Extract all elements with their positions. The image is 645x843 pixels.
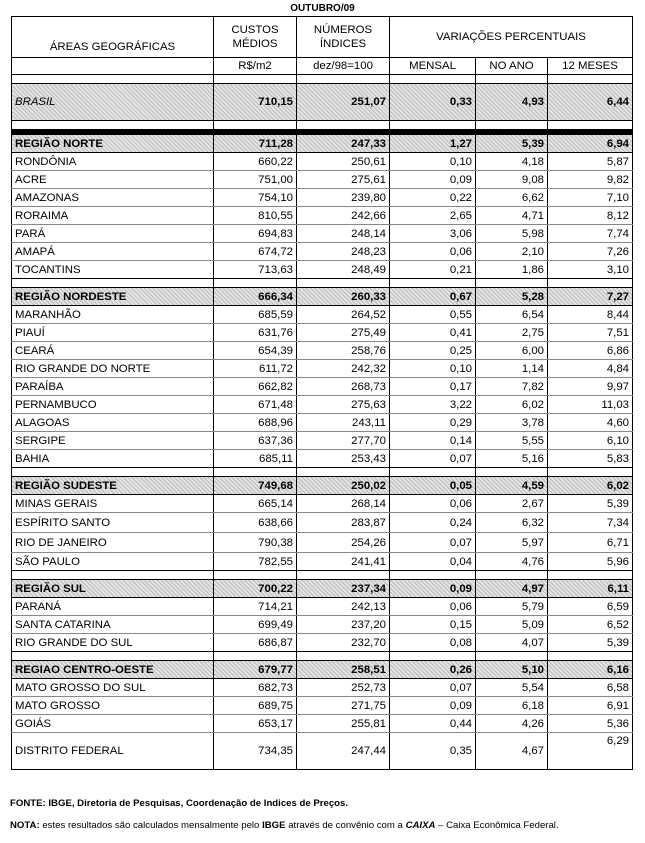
state-row — [12, 513, 633, 533]
state-custo: 790,38 — [214, 533, 297, 553]
unit-no-ano: NO ANO — [476, 58, 548, 75]
state-ano: 7,82 — [476, 378, 548, 396]
state-row — [12, 171, 633, 189]
state-row — [12, 697, 633, 715]
state-ano: 2,67 — [476, 495, 548, 513]
unit-mensal: MENSAL — [390, 58, 476, 75]
state-12-meses: 7,34 — [548, 513, 633, 533]
state-12-meses: 6,29 — [548, 733, 633, 770]
state-ano: 6,62 — [476, 189, 548, 207]
brasil-mensal: 0,33 — [390, 84, 476, 121]
state-custo: 654,39 — [214, 342, 297, 360]
state-indice: 258,76 — [297, 342, 390, 360]
spacer-row — [12, 121, 633, 130]
region-mensal: 1,27 — [390, 135, 476, 153]
state-12-meses: 5,39 — [548, 634, 633, 652]
state-indice: 268,14 — [297, 495, 390, 513]
state-ano: 5,55 — [476, 432, 548, 450]
state-indice: 275,63 — [297, 396, 390, 414]
state-name: SERGIPE — [12, 432, 214, 450]
state-indice: 237,20 — [297, 616, 390, 634]
state-12-meses: 8,44 — [548, 306, 633, 324]
state-ano: 6,00 — [476, 342, 548, 360]
state-12-meses: 6,10 — [548, 432, 633, 450]
state-row — [12, 598, 633, 616]
region-indice: 260,33 — [297, 288, 390, 306]
region-indice: 250,02 — [297, 477, 390, 495]
region-name: REGIÃO NORDESTE — [12, 288, 214, 306]
state-indice: 248,23 — [297, 243, 390, 261]
state-mensal: 3,06 — [390, 225, 476, 243]
state-12-meses: 6,58 — [548, 679, 633, 697]
state-custo: 660,22 — [214, 153, 297, 171]
state-ano: 4,26 — [476, 715, 548, 733]
state-mensal: 0,15 — [390, 616, 476, 634]
region-row — [12, 135, 633, 153]
spacer-row — [12, 468, 633, 477]
state-mensal: 0,17 — [390, 378, 476, 396]
state-indice: 254,26 — [297, 533, 390, 553]
state-indice: 250,61 — [297, 153, 390, 171]
region-mensal: 0,67 — [390, 288, 476, 306]
state-mensal: 0,10 — [390, 153, 476, 171]
state-12-meses: 5,39 — [548, 495, 633, 513]
state-12-meses: 6,59 — [548, 598, 633, 616]
region-row — [12, 580, 633, 598]
state-ano: 5,79 — [476, 598, 548, 616]
state-custo: 699,49 — [214, 616, 297, 634]
state-indice: 242,13 — [297, 598, 390, 616]
state-indice: 243,11 — [297, 414, 390, 432]
state-ano: 2,75 — [476, 324, 548, 342]
state-row — [12, 396, 633, 414]
state-12-meses: 3,10 — [548, 261, 633, 279]
state-indice: 232,70 — [297, 634, 390, 652]
state-ano: 4,71 — [476, 207, 548, 225]
state-12-meses: 7,74 — [548, 225, 633, 243]
region-indice: 247,33 — [297, 135, 390, 153]
unit-12-meses: 12 MESES — [548, 58, 633, 75]
state-indice: 277,70 — [297, 432, 390, 450]
cost-index-table — [11, 16, 633, 770]
state-row — [12, 414, 633, 432]
state-row — [12, 378, 633, 396]
state-row — [12, 225, 633, 243]
state-12-meses: 5,96 — [548, 553, 633, 571]
state-mensal: 0,06 — [390, 495, 476, 513]
state-row — [12, 733, 633, 770]
table-title: OUTUBRO/09 — [290, 3, 355, 14]
state-row — [12, 153, 633, 171]
header-numeros: NÚMEROS ÍNDICES — [297, 17, 390, 58]
footer-nota: NOTA: estes resultados são calculados mensalmente pelo IBGE através de convênio com a CAIXA – Caixa Econômica Federal. — [10, 820, 559, 831]
unit-numeros: dez/98=100 — [297, 58, 390, 75]
region-ano: 5,28 — [476, 288, 548, 306]
state-mensal: 0,21 — [390, 261, 476, 279]
region-row — [12, 661, 633, 679]
state-ano: 3,78 — [476, 414, 548, 432]
state-mensal: 2,65 — [390, 207, 476, 225]
state-indice: 255,81 — [297, 715, 390, 733]
header-areas: ÁREAS GEOGRÁFICAS — [12, 17, 214, 58]
state-ano: 5,09 — [476, 616, 548, 634]
state-custo: 653,17 — [214, 715, 297, 733]
spacer-row — [12, 75, 633, 84]
brasil-ano: 4,93 — [476, 84, 548, 121]
state-custo: 674,72 — [214, 243, 297, 261]
state-name: ALAGOAS — [12, 414, 214, 432]
state-ano: 4,76 — [476, 553, 548, 571]
state-name: MATO GROSSO — [12, 697, 214, 715]
state-row — [12, 634, 633, 652]
state-name: CEARÁ — [12, 342, 214, 360]
region-mensal: 0,09 — [390, 580, 476, 598]
state-mensal: 0,09 — [390, 697, 476, 715]
header-row — [12, 17, 633, 58]
state-custo: 686,87 — [214, 634, 297, 652]
state-mensal: 0,25 — [390, 342, 476, 360]
state-custo: 637,36 — [214, 432, 297, 450]
state-name: RIO DE JANEIRO — [12, 533, 214, 553]
state-mensal: 0,41 — [390, 324, 476, 342]
state-12-meses: 6,71 — [548, 533, 633, 553]
state-name: PERNAMBUCO — [12, 396, 214, 414]
state-indice: 275,49 — [297, 324, 390, 342]
state-12-meses: 7,51 — [548, 324, 633, 342]
state-name: SÃO PAULO — [12, 553, 214, 571]
state-mensal: 0,29 — [390, 414, 476, 432]
state-12-meses: 7,26 — [548, 243, 633, 261]
state-row — [12, 306, 633, 324]
units-row — [12, 58, 633, 75]
spacer-row — [12, 279, 633, 288]
state-custo: 685,59 — [214, 306, 297, 324]
state-custo: 611,72 — [214, 360, 297, 378]
state-custo: 713,63 — [214, 261, 297, 279]
state-ano: 2,10 — [476, 243, 548, 261]
state-mensal: 0,04 — [390, 553, 476, 571]
state-indice: 248,49 — [297, 261, 390, 279]
region-custo: 700,22 — [214, 580, 297, 598]
region-12-meses: 6,02 — [548, 477, 633, 495]
state-ano: 6,18 — [476, 697, 548, 715]
state-mensal: 0,07 — [390, 679, 476, 697]
state-indice: 242,32 — [297, 360, 390, 378]
state-mensal: 0,22 — [390, 189, 476, 207]
state-row — [12, 679, 633, 697]
region-mensal: 0,05 — [390, 477, 476, 495]
state-row — [12, 261, 633, 279]
state-ano: 5,98 — [476, 225, 548, 243]
state-12-meses: 9,97 — [548, 378, 633, 396]
state-custo: 685,11 — [214, 450, 297, 468]
state-custo: 694,83 — [214, 225, 297, 243]
header-variacoes: VARIAÇÕES PERCENTUAIS — [390, 17, 633, 58]
state-mensal: 0,07 — [390, 533, 476, 553]
state-indice: 247,44 — [297, 733, 390, 770]
region-ano: 5,39 — [476, 135, 548, 153]
state-name: ESPÍRITO SANTO — [12, 513, 214, 533]
spacer-row — [12, 571, 633, 580]
state-mensal: 0,06 — [390, 243, 476, 261]
state-mensal: 0,06 — [390, 598, 476, 616]
state-custo: 810,55 — [214, 207, 297, 225]
state-custo: 688,96 — [214, 414, 297, 432]
state-row — [12, 715, 633, 733]
region-custo: 711,28 — [214, 135, 297, 153]
state-mensal: 3,22 — [390, 396, 476, 414]
state-custo: 751,00 — [214, 171, 297, 189]
region-name: REGIÃO NORTE — [12, 135, 214, 153]
brasil-name: BRASIL — [12, 84, 214, 121]
state-custo: 671,48 — [214, 396, 297, 414]
state-row — [12, 360, 633, 378]
state-name: SANTA CATARINA — [12, 616, 214, 634]
state-indice: 264,52 — [297, 306, 390, 324]
state-custo: 782,55 — [214, 553, 297, 571]
state-custo: 754,10 — [214, 189, 297, 207]
state-12-meses: 5,87 — [548, 153, 633, 171]
state-name: RIO GRANDE DO NORTE — [12, 360, 214, 378]
state-mensal: 0,10 — [390, 360, 476, 378]
state-custo: 631,76 — [214, 324, 297, 342]
region-name: REGIAO CENTRO-OESTE — [12, 661, 214, 679]
region-row — [12, 288, 633, 306]
state-custo: 734,35 — [214, 733, 297, 770]
state-name: ACRE — [12, 171, 214, 189]
state-custo: 662,82 — [214, 378, 297, 396]
state-12-meses: 6,52 — [548, 616, 633, 634]
state-row — [12, 207, 633, 225]
unit-custos: R$/m2 — [214, 58, 297, 75]
state-row — [12, 533, 633, 553]
state-name: RORAIMA — [12, 207, 214, 225]
state-row — [12, 495, 633, 513]
state-name: PARÁ — [12, 225, 214, 243]
state-name: RONDÔNIA — [12, 153, 214, 171]
header-custos: CUSTOS MÉDIOS — [214, 17, 297, 58]
state-row — [12, 189, 633, 207]
state-mensal: 0,35 — [390, 733, 476, 770]
brasil-12-meses: 6,44 — [548, 84, 633, 121]
state-12-meses: 9,82 — [548, 171, 633, 189]
state-mensal: 0,07 — [390, 450, 476, 468]
state-custo: 714,21 — [214, 598, 297, 616]
state-name: RIO GRANDE DO SUL — [12, 634, 214, 652]
brasil-custo: 710,15 — [214, 84, 297, 121]
spacer-row — [12, 652, 633, 661]
region-custo: 679,77 — [214, 661, 297, 679]
region-ano: 4,97 — [476, 580, 548, 598]
state-indice: 275,61 — [297, 171, 390, 189]
state-indice: 268,73 — [297, 378, 390, 396]
state-ano: 6,54 — [476, 306, 548, 324]
state-name: DISTRITO FEDERAL — [12, 733, 214, 770]
region-ano: 5,10 — [476, 661, 548, 679]
state-12-meses: 6,91 — [548, 697, 633, 715]
state-ano: 5,16 — [476, 450, 548, 468]
region-indice: 237,34 — [297, 580, 390, 598]
state-indice: 253,43 — [297, 450, 390, 468]
region-name: REGIÃO SUL — [12, 580, 214, 598]
state-name: AMAPÁ — [12, 243, 214, 261]
state-custo: 682,73 — [214, 679, 297, 697]
state-row — [12, 243, 633, 261]
state-name: MARANHÃO — [12, 306, 214, 324]
region-12-meses: 6,16 — [548, 661, 633, 679]
state-ano: 4,18 — [476, 153, 548, 171]
state-ano: 4,07 — [476, 634, 548, 652]
state-indice: 248,14 — [297, 225, 390, 243]
region-custo: 749,68 — [214, 477, 297, 495]
state-12-meses: 4,84 — [548, 360, 633, 378]
state-custo: 638,66 — [214, 513, 297, 533]
footer-fonte: FONTE: IBGE, Diretoria de Pesquisas, Coordenação de Indices de Preços. — [10, 798, 349, 809]
state-name: PARANÁ — [12, 598, 214, 616]
state-ano: 6,32 — [476, 513, 548, 533]
state-12-meses: 7,10 — [548, 189, 633, 207]
state-ano: 1,86 — [476, 261, 548, 279]
state-row — [12, 432, 633, 450]
state-mensal: 0,55 — [390, 306, 476, 324]
region-ano: 4,59 — [476, 477, 548, 495]
state-name: PARAÍBA — [12, 378, 214, 396]
brasil-row — [12, 84, 633, 121]
region-name: REGIÃO SUDESTE — [12, 477, 214, 495]
state-custo: 665,14 — [214, 495, 297, 513]
state-mensal: 0,44 — [390, 715, 476, 733]
state-ano: 6,02 — [476, 396, 548, 414]
state-ano: 9,08 — [476, 171, 548, 189]
state-name: PIAUÍ — [12, 324, 214, 342]
region-12-meses: 7,27 — [548, 288, 633, 306]
region-custo: 666,34 — [214, 288, 297, 306]
state-indice: 241,41 — [297, 553, 390, 571]
state-name: MATO GROSSO DO SUL — [12, 679, 214, 697]
state-row — [12, 342, 633, 360]
state-row — [12, 324, 633, 342]
state-ano: 5,54 — [476, 679, 548, 697]
state-indice: 252,73 — [297, 679, 390, 697]
state-mensal: 0,09 — [390, 171, 476, 189]
region-row — [12, 477, 633, 495]
state-indice: 239,80 — [297, 189, 390, 207]
state-name: AMAZONAS — [12, 189, 214, 207]
state-name: BAHIA — [12, 450, 214, 468]
state-ano: 5,97 — [476, 533, 548, 553]
state-row — [12, 553, 633, 571]
brasil-indice: 251,07 — [297, 84, 390, 121]
state-12-meses: 5,36 — [548, 715, 633, 733]
state-row — [12, 616, 633, 634]
state-indice: 271,75 — [297, 697, 390, 715]
region-12-meses: 6,11 — [548, 580, 633, 598]
state-12-meses: 4,60 — [548, 414, 633, 432]
state-12-meses: 6,86 — [548, 342, 633, 360]
state-ano: 1,14 — [476, 360, 548, 378]
state-mensal: 0,08 — [390, 634, 476, 652]
region-12-meses: 6,94 — [548, 135, 633, 153]
state-12-meses: 8,12 — [548, 207, 633, 225]
units-blank — [12, 58, 214, 75]
state-mensal: 0,24 — [390, 513, 476, 533]
state-custo: 689,75 — [214, 697, 297, 715]
state-mensal: 0,14 — [390, 432, 476, 450]
region-mensal: 0,26 — [390, 661, 476, 679]
state-row — [12, 450, 633, 468]
state-12-meses: 5,83 — [548, 450, 633, 468]
state-12-meses: 11,03 — [548, 396, 633, 414]
state-name: GOIÁS — [12, 715, 214, 733]
state-indice: 242,66 — [297, 207, 390, 225]
state-name: TOCANTINS — [12, 261, 214, 279]
state-ano: 4,67 — [476, 733, 548, 770]
region-indice: 258,51 — [297, 661, 390, 679]
state-indice: 283,87 — [297, 513, 390, 533]
state-name: MINAS GERAIS — [12, 495, 214, 513]
